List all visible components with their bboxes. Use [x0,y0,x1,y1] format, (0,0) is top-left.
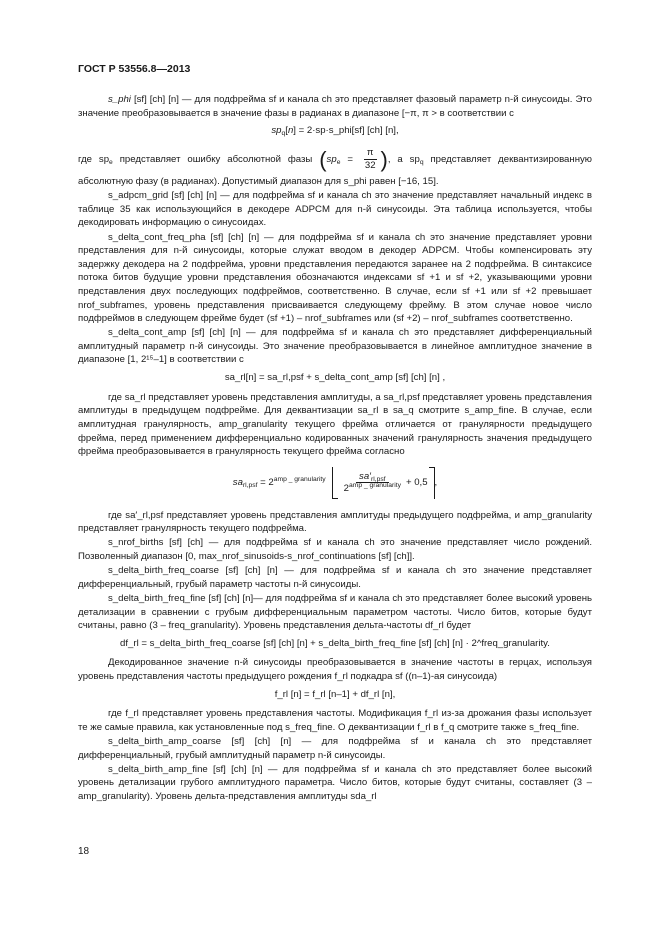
paragraph-amp-granularity: где sa_rl представляет уровень представления амплитуды, а sa_rl,psf представляет уровень представления амплитуды в предыдущем подфрейме. Для деквантизации sa_rl в sa_q смотрите s_amp_fine. В случае, если амплитудная гранулярность, amp_granularity текущего фрейма отличается от гранулярности предыдущего фрейма, перед применением дифференциально кодированных значений гранулярность значения предыдущего фрейма преобразовывается в гранулярность текущего фрейма согласно [78,391,592,458]
paragraph-prev-amp: где sa′_rl,psf представляет уровень представления амплитуды предыдущего подфрейма, и amp_granularity представляет гранулярность текущего подфрейма. [78,509,592,535]
paragraph-adpcm-grid: s_adpcm_grid [sf] [ch] [n] — для подфрейма sf и канала ch это значение представляет начальный индекс в таблице 35 как использующийся в декодере ADPCM для n-й синусоиды. Эта таблица используется, чтобы декодировать информацию о синусоидах. [78,190,592,229]
paragraph-delta-cont-freq: s_delta_cont_freq_pha [sf] [ch] [n] — для подфрейма sf и канала ch это значение представляет уровни представления для n-й синусоиды, которые служат вводом в декодер ADPCM. Чтобы компенсировать эту задержку декодера на 2 подфрейма, уровни представления передаются заранее на 2 подфрейма. В синтаксисе потока битов будущие уровни представления обозначаются индексами sf +1 и sf +2, указывающими уровни представления двух последующих подфреймов, соответственно. В случае, если sf +1 или sf +2 превышает nrof_subframes, уровень представления присваивается следующему фрейму. В этом случае новое число подфреймов в следующем фрейме будет (sf +1) – nrof_subframes или (sf +2) – nrof_subframes соответственно. [78,231,592,325]
document-header: ГОСТ Р 53556.8—2013 [78,63,191,75]
paragraph-birth-amp-fine: s_delta_birth_amp_fine [sf] [ch] [n] — для подфрейма sf и канала ch это представляет более высокий уровень детализации грубого амплитудного параметра. Число битов, которые будут считаны, составляет (3 – amp_granularity). Уровень дельта-представления амплитуды sda_rl [78,763,592,802]
paragraph-birth-freq-coarse: s_delta_birth_freq_coarse [sf] [ch] [n] — для подфрейма sf и канала ch это значение представляет дифференциальный, грубый параметр частоты n-й синусоиды. [78,565,592,590]
document-body [78,93,592,804]
page-number: 18 [78,846,90,857]
equation-freq-level: f_rl [n] = f_rl [n–1] + df_rl [n], [274,688,396,700]
paragraph-nrof-births: s_nrof_births [sf] [ch] — для подфрейма sf и канала ch это значение представляет число рождений. Позволенный диапазон [0, max_nrof_sinusoids-s_nrof_continuations [sf] [ch]]. [78,537,592,563]
paragraph-birth-amp-coarse: s_delta_birth_amp_coarse [sf] [ch] [n] — для подфрейма sf и канала ch это представляет дифференциальный, грубый амплитудный параметр n-й синусоиды. [78,735,592,761]
paragraph-freq-level: где f_rl представляет уровень представления частоты. Модификация f_rl из-за дрожания фазы использует те же самые правила, как установленные под s_freq_fine. О деквантизации f_rl в f_q смотрите также s_freq_fine. [78,708,592,733]
paragraph-s-phi: s_phi [sf] [ch] [n] — для подфрейма sf и канала ch это представляет фазовый параметр n-й синусоиды. Это значение преобразовывается в значение фазы в радианах в диапазоне [−π, π > в соответствии с [78,94,592,119]
equation-phase: $sp_q[n]$ = 2·sp·s_phi[sf] [ch] [n], [271,125,399,138]
floor-bracket: $\frac{sa'_{rl,psf}}{2^{amp \_ granularity}}$ + 0,5 [332,467,435,499]
term-s-phi: s_phi [108,94,131,105]
pi-over-32-fraction: $\frac{\pi}{32}$ [364,147,376,171]
paragraph-birth-freq-fine: s_delta_birth_freq_fine [sf] [ch] [n]— для подфрейма sf и канала ch это представляет более высокий уровень детализации в сравнении с грубым дифференциальным параметром частоты. Число битов, которые будут считаны, равно (3 – freq_granularity). Уровень представления дельта-частоты df_rl будет [78,592,592,632]
paragraph-delta-cont-amp: s_delta_cont_amp [sf] [ch] [n] — для подфрейма sf и канала ch это представляет дифференциальный амплитудный параметр n-й синусоиды. Это значение преобразовывается в линейное амплитудное значение в диапазоне [1, 2¹⁵–1] в соответствии с [78,327,592,366]
paragraph-decoded-freq: Декодированное значение n-й синусоиды преобразовывается в значение частоты в герцах, используя уровень представления частоты предыдущего рождения f_rl подкадра sf ((n–1)-ая синусоида) [78,657,592,682]
paragraph-sp-error: где $sp_e$ представляет ошибку абсолютной фазы ($sp_e$ = $\frac{\pi}{32}$ ), а $sp_q$ представляет деквантизированную абсолютную фазу (в радианах). Допустимый диапазон для s_phi равен [−16, 15]. [78,146,592,188]
equation-delta-freq: df_rl = s_delta_birth_freq_coarse [sf] [ch] [n] + s_delta_birth_freq_fine [sf] [ch] [n] · 2^freq_granularity. [120,637,550,649]
equation-amp-level: sa_rl[n] = sa_rl,psf + s_delta_cont_amp [sf] [ch] [n] , [224,372,446,384]
equation-granularity-conversion: $sa_{rl,psf} = 2^{amp \_ granularity}$ $\frac{sa'_{rl,psf}}{2^{amp \_ granularity}}$ + 0,5 , [78,467,592,499]
